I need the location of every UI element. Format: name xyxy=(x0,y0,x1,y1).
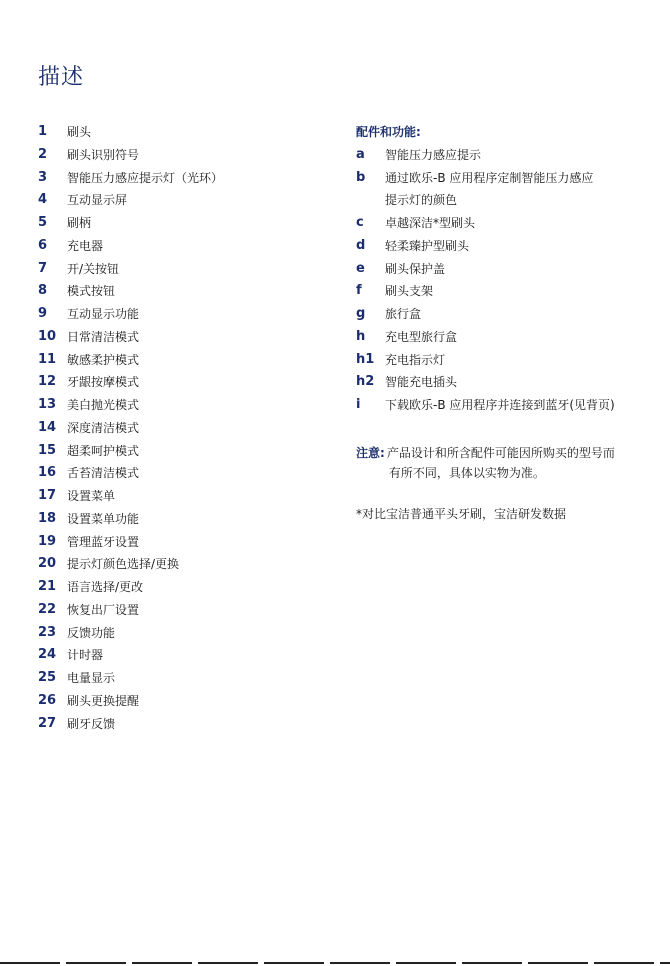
part-number: 4 xyxy=(38,192,48,208)
part-number: 19 xyxy=(38,533,57,549)
part-list-item xyxy=(38,237,328,260)
part-number: 15 xyxy=(38,442,57,458)
part-label: 超柔呵护模式 xyxy=(67,443,140,458)
part-list-item xyxy=(38,715,328,738)
accessory-letter: h xyxy=(356,328,366,344)
part-label: 敏感柔护模式 xyxy=(67,352,140,367)
part-list-item xyxy=(38,146,328,169)
accessory-list-item xyxy=(356,260,656,283)
part-list-item xyxy=(38,169,328,192)
part-number: 27 xyxy=(38,715,57,731)
part-number: 5 xyxy=(38,215,48,230)
part-label: 管理蓝牙设置 xyxy=(67,534,140,549)
part-number: 7 xyxy=(38,260,48,276)
note-line-2: 有所不同，具体以实物为准。 xyxy=(388,466,545,480)
part-number: 21 xyxy=(38,579,57,594)
accessory-list-item xyxy=(356,328,656,351)
note-text xyxy=(387,443,615,483)
accessory-label-line: 旅行盒 xyxy=(385,307,422,321)
part-label: 计时器 xyxy=(67,648,104,663)
part-list-item xyxy=(38,510,328,533)
accessory-list-item xyxy=(356,237,656,260)
part-number: 12 xyxy=(38,374,57,390)
accessory-label-line: 充电型旅行盒 xyxy=(385,329,458,344)
accessory-label-line: 卓越深洁*型刷头 xyxy=(385,216,476,230)
part-label: 设置菜单 xyxy=(67,489,116,503)
accessory-label xyxy=(385,214,475,232)
part-number: 20 xyxy=(38,556,57,572)
accessory-list-item xyxy=(356,214,656,237)
accessory-list-item xyxy=(356,282,656,305)
parts-list xyxy=(38,123,328,737)
accessory-letter: h2 xyxy=(356,374,375,390)
accessory-list-item xyxy=(356,351,656,374)
part-list-item xyxy=(38,282,328,305)
part-label: 恢复出厂设置 xyxy=(67,602,140,617)
part-list-item xyxy=(38,692,328,715)
part-list-item xyxy=(38,578,328,601)
part-label: 牙龈按摩模式 xyxy=(67,375,140,390)
part-number: 13 xyxy=(38,397,57,412)
accessory-letter: i xyxy=(356,397,361,412)
part-label: 电量显示 xyxy=(67,671,116,685)
part-number: 22 xyxy=(38,601,57,617)
part-list-item xyxy=(38,624,328,647)
part-label: 深度清洁模式 xyxy=(67,420,140,435)
part-number: 18 xyxy=(38,510,57,526)
part-label: 美白抛光模式 xyxy=(67,398,140,412)
part-label: 刷头识别符号 xyxy=(67,147,140,162)
part-list-item xyxy=(38,305,328,328)
part-list-item xyxy=(38,328,328,351)
part-list-item xyxy=(38,214,328,237)
accessory-label xyxy=(385,351,445,369)
part-number: 14 xyxy=(38,419,57,435)
accessory-letter: h1 xyxy=(356,351,375,367)
part-label: 日常清洁模式 xyxy=(67,329,140,344)
accessory-letter: d xyxy=(356,237,366,253)
part-list-item xyxy=(38,646,328,669)
part-list-item xyxy=(38,464,328,487)
accessory-label xyxy=(385,167,593,211)
accessory-label-line: 提示灯的颜色 xyxy=(385,192,458,207)
part-label: 充电器 xyxy=(67,238,104,253)
part-label: 提示灯颜色选择/更换 xyxy=(67,557,180,572)
part-number: 10 xyxy=(38,328,57,344)
part-label: 刷柄 xyxy=(67,216,92,230)
part-number: 23 xyxy=(38,624,57,640)
accessory-label xyxy=(385,373,457,391)
part-number: 9 xyxy=(38,306,48,321)
part-list-item xyxy=(38,260,328,283)
accessory-letter: b xyxy=(356,169,366,185)
accessory-label-line: 轻柔臻护型刷头 xyxy=(385,238,470,253)
accessory-label-line: 下载欧乐-B 应用程序并连接到蓝牙(见背页) xyxy=(385,398,615,412)
accessory-list-item xyxy=(356,146,656,169)
part-list-item xyxy=(38,419,328,442)
accessory-letter: f xyxy=(356,283,362,299)
accessory-label xyxy=(385,396,615,414)
part-label: 刷头更换提醒 xyxy=(67,693,140,708)
part-list-item xyxy=(38,555,328,578)
part-list-item xyxy=(38,533,328,556)
part-number: 26 xyxy=(38,692,57,708)
accessories-list xyxy=(356,123,656,419)
part-label: 反馈功能 xyxy=(67,625,116,640)
accessory-list-item xyxy=(356,373,656,396)
accessory-label xyxy=(385,146,481,164)
part-list-item xyxy=(38,373,328,396)
part-list-item xyxy=(38,123,328,146)
accessory-label-line: 通过欧乐-B 应用程序定制智能压力感应 xyxy=(385,170,594,185)
page-title: 描述 xyxy=(38,65,85,90)
part-number: 25 xyxy=(38,670,57,685)
accessory-label-line: 刷头保护盖 xyxy=(385,261,446,276)
accessory-list-item xyxy=(356,396,656,419)
note-label: 注意: xyxy=(356,446,385,460)
accessory-list-item xyxy=(356,169,656,215)
part-label: 刷头 xyxy=(67,125,92,139)
accessory-letter: e xyxy=(356,260,365,276)
part-label: 开/关按钮 xyxy=(67,261,120,276)
part-number: 11 xyxy=(38,351,57,367)
part-list-item xyxy=(38,442,328,465)
part-list-item xyxy=(38,396,328,419)
part-list-item xyxy=(38,601,328,624)
accessory-label xyxy=(385,328,457,346)
part-label: 互动显示屏 xyxy=(67,193,128,208)
part-number: 1 xyxy=(38,124,48,139)
accessory-label xyxy=(385,305,421,323)
part-list-item xyxy=(38,669,328,692)
part-list-item xyxy=(38,191,328,214)
part-number: 16 xyxy=(38,465,57,481)
part-label: 语言选择/更改 xyxy=(67,580,144,594)
part-label: 模式按钮 xyxy=(67,284,116,299)
part-label: 舌苔清洁模式 xyxy=(67,466,140,481)
accessory-label-line: 充电指示灯 xyxy=(385,352,446,367)
part-list-item xyxy=(38,351,328,374)
accessory-label xyxy=(385,237,469,255)
accessories-heading: 配件和功能: xyxy=(356,125,421,139)
part-number: 8 xyxy=(38,283,48,299)
accessory-letter: a xyxy=(356,146,365,162)
note-line-1: 产品设计和所含配件可能因所购买的型号而 xyxy=(386,446,615,460)
bottom-divider xyxy=(0,962,670,964)
part-label: 设置菜单功能 xyxy=(67,511,140,526)
accessory-letter: g xyxy=(356,306,366,321)
part-number: 24 xyxy=(38,647,57,663)
part-list-item xyxy=(38,487,328,510)
accessory-label xyxy=(385,282,433,300)
part-number: 6 xyxy=(38,237,48,253)
accessory-label xyxy=(385,260,445,278)
accessories-items xyxy=(356,146,656,419)
accessory-label-line: 智能充电插头 xyxy=(385,375,458,390)
accessory-label-line: 智能压力感应提示 xyxy=(385,147,482,162)
part-label: 刷牙反馈 xyxy=(67,716,116,731)
part-number: 3 xyxy=(38,169,48,185)
part-number: 17 xyxy=(38,488,57,503)
accessory-letter: c xyxy=(356,215,364,230)
note xyxy=(356,443,646,483)
accessory-label-line: 刷头支架 xyxy=(385,284,434,299)
part-label: 互动显示功能 xyxy=(67,307,140,321)
part-label: 智能压力感应提示灯（光环） xyxy=(67,170,224,185)
accessory-list-item xyxy=(356,305,656,328)
footnote: *对比宝洁普通平头牙刷，宝洁研发数据 xyxy=(356,507,567,521)
part-number: 2 xyxy=(38,146,48,162)
